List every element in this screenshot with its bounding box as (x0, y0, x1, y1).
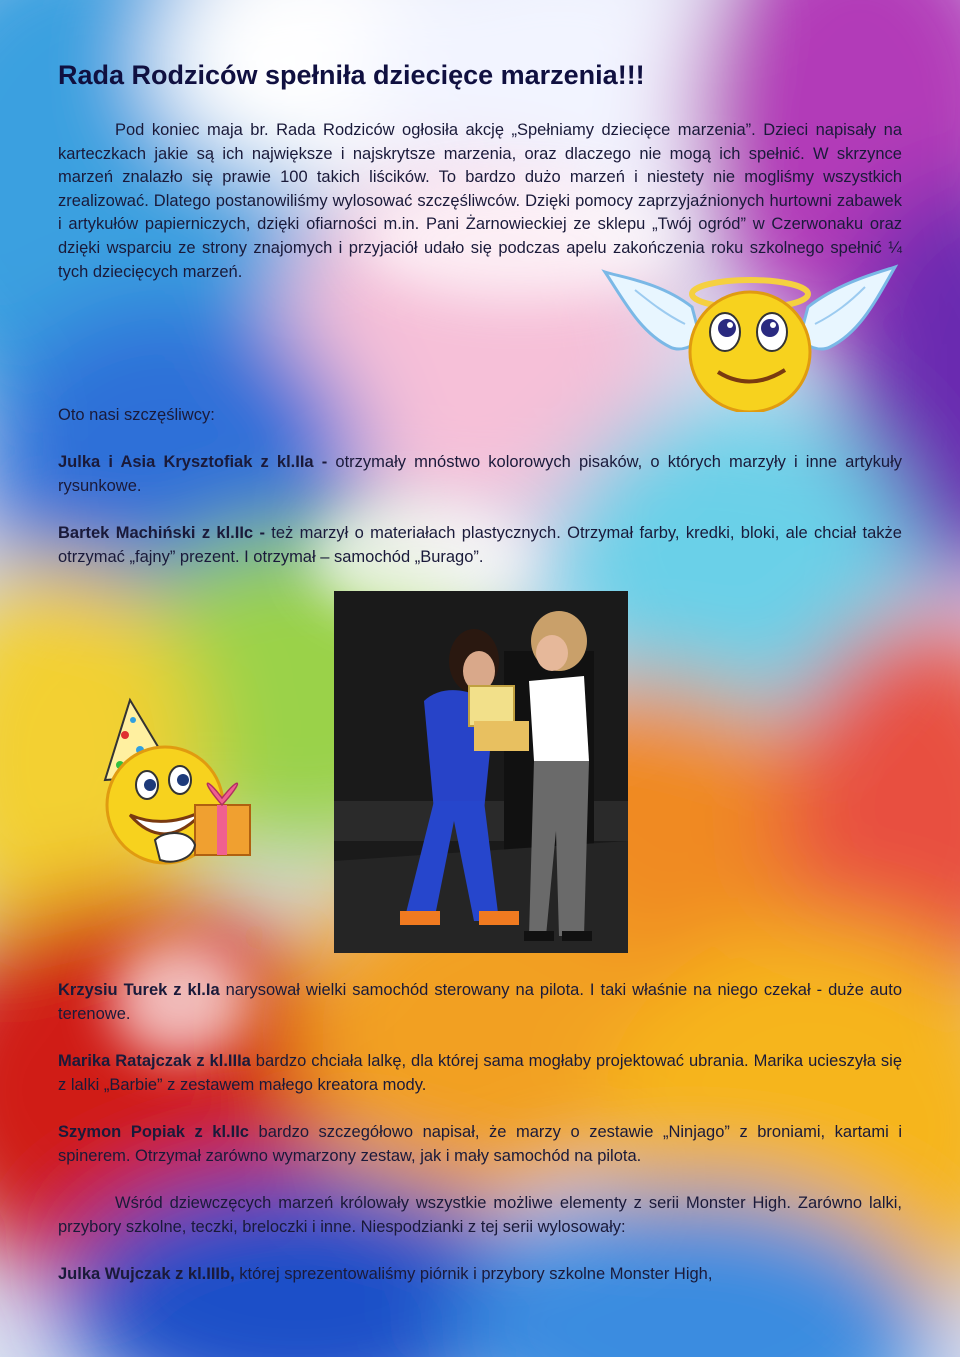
event-photo (334, 591, 628, 953)
winner-name: Szymon Popiak z kl.IIc (58, 1123, 249, 1141)
winner-entry (58, 1050, 902, 1097)
winner-text: której sprezentowaliśmy piórnik i przybory szkolne Monster High, (234, 1265, 713, 1283)
winner-entry (58, 1263, 902, 1287)
page-title: Rada Rodziców spełniła dziecięce marzenia!!! (58, 60, 645, 90)
intro-paragraph (58, 119, 902, 284)
winner-entry (58, 451, 902, 498)
monster-high-paragraph (58, 1192, 902, 1239)
winner-entry (58, 522, 902, 569)
winner-name: Marika Ratajczak z kl.IIIa (58, 1052, 251, 1070)
winner-text: otrzymały mnóstwo kolorowych pisaków, o których marzyły i inne artykuły rysunkowe. (58, 453, 902, 495)
winners-heading: Oto nasi szczęśliwcy: (58, 406, 215, 424)
winner-name: Julka i Asia Krysztofiak z kl.IIa - (58, 453, 328, 471)
winner-text: narysował wielki samochód sterowany na pilota. I taki właśnie na niego czekał - duże auto terenowe. (58, 981, 902, 1023)
monster-high-text: Wśród dziewczęcych marzeń królowały wszystkie możliwe elementy z serii Monster High. Zarówno lalki, przybory szkolne, teczki, breloczki i inne. Niespodzianki z tej serii wylosowały: (58, 1194, 902, 1236)
winner-entry (58, 979, 902, 1026)
angel-smiley-image (600, 262, 900, 412)
winner-name: Krzysiu Turek z kl.Ia (58, 981, 220, 999)
winner-name: Bartek Machiński z kl.IIc - (58, 524, 265, 542)
intro-text: Pod koniec maja br. Rada Rodziców ogłosiła akcję „Spełniamy dziecięce marzenia”. Dzieci napisały na karteczkach jakie są ich największe i najskrytsze marzenia, oraz dlaczego nie mogą ich spełnić. W skrzynce marzeń znalazło się prawie 100 takich liścików. To bardzo dużo marzeń i niestety nie mogliśmy wszystkich zrealizować. Dlatego postanowiliśmy wylosować szczęśliwców. Dzięki pomocy zaprzyjaźnionych hurtowni zabawek i artykułów papierniczych, dzięki ofiarności m.in. Pani Żarnowieckiej ze sklepu „Twój ogród” w Czerwonaku oraz dzięki wsparciu ze strony znajomych i przyjaciół udało się podczas apelu zakończenia roku szkolnego spełnić ¼ tych dziecięcych marzeń. (58, 121, 902, 281)
party-smiley-image (95, 680, 270, 880)
winner-text: też marzył o materiałach plastycznych. Otrzymał farby, kredki, bloki, ale chciał także otrzymać „fajny” prezent. I otrzymał – samochód „Burago”. (58, 524, 902, 566)
winner-entry (58, 1121, 902, 1168)
winner-text: bardzo chciała lalkę, dla której sama mogłaby projektować ubrania. Marika ucieszyła się z lalki „Barbie” z zestawem małego kreatora mody. (58, 1052, 902, 1094)
winner-text: bardzo szczegółowo napisał, że marzy o zestawie „Ninjago” z broniami, kartami i spinerem. Otrzymał zarówno wymarzony zestaw, jak i mały samochód na pilota. (58, 1123, 902, 1165)
winner-name: Julka Wujczak z kl.IIIb, (58, 1265, 235, 1283)
